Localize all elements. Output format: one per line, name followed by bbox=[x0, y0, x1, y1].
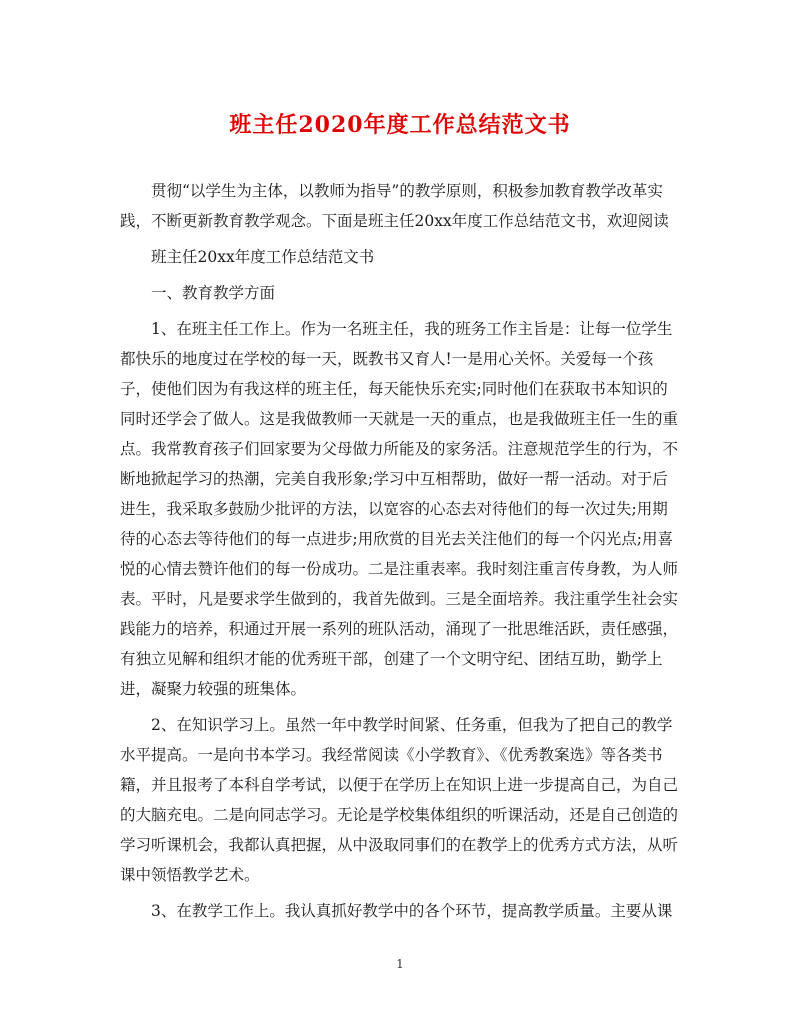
subtitle-paragraph: 班主任20xx年度工作总结范文书 bbox=[151, 248, 375, 266]
paragraph-knowledge-learning: 2、在知识学习上。虽然一年中教学时间紧、任务重，但我为了把自己的教学水平提高。一是向书本学习。我经常阅读《小学教育》、《优秀教案选》等各类书籍，并且报考了本科自学考试，以便于在学历上在知识上进一步提高自己，为自己的大脑充电。二是向同志学习。无论是学校集体组织的听课活动，还是自己创造的学习听课机会，我都认真把握，从中汲取同事们的在教学上的优秀方式方法，从听课中领悟教学艺术。 bbox=[120, 716, 679, 884]
intro-paragraph: 贯彻“以学生为主体，以教师为指导”的教学原则，积极参加教育教学改革实践，不断更新教育教学观念。下面是班主任20xx年度工作总结范文书，欢迎阅读 bbox=[120, 182, 669, 230]
document-title: 班主任2020年度工作总结范文书 bbox=[229, 112, 571, 138]
document-body bbox=[120, 176, 680, 926]
paragraph-class-teacher-work: 1、在班主任工作上。作为一名班主任，我的班务工作主旨是：让每一位学生都快乐的地度过在学校的每一天，既教书又育人!一是用心关怀。关爱每一个孩子，使他们因为有我这样的班主任，每天能快乐充实;同时他们在获取书本知识的同时还学会了做人。这是我做教师一天就是一天的重点，也是我做班主任一生的重点。我常教育孩子们回家要为父母做力所能及的家务活。注意规范学生的行为，不断地掀起学习的热潮，完美自我形象;学习中互相帮助，做好一帮一活动。对于后进生，我采取多鼓励少批评的方法，以宽容的心态去对待他们的每一次过失;用期待的心态去等待他们的每一点进步;用欣赏的目光去关注他们的每一个闪光点;用喜悦的心情去赞许他们的每一份成功。二是注重表率。我时刻注重言传身教，为人师表。平时，凡是要求学生做到的，我首先做到。三是全面培养。我注重学生社会实践能力的培养，积通过开展一系列的班队活动，涌现了一批思维活跃，责任感强，有独立见解和组织才能的优秀班干部，创建了一个文明守纪、团结互助，勤学上进，凝聚力较强的班集体。 bbox=[120, 320, 679, 698]
section-heading: 一、教育教学方面 bbox=[151, 284, 276, 302]
paragraph-teaching-work: 3、在教学工作上。我认真抓好教学中的各个环节，提高教学质量。主要从课 bbox=[151, 902, 673, 920]
page-number: 1 bbox=[396, 957, 404, 971]
